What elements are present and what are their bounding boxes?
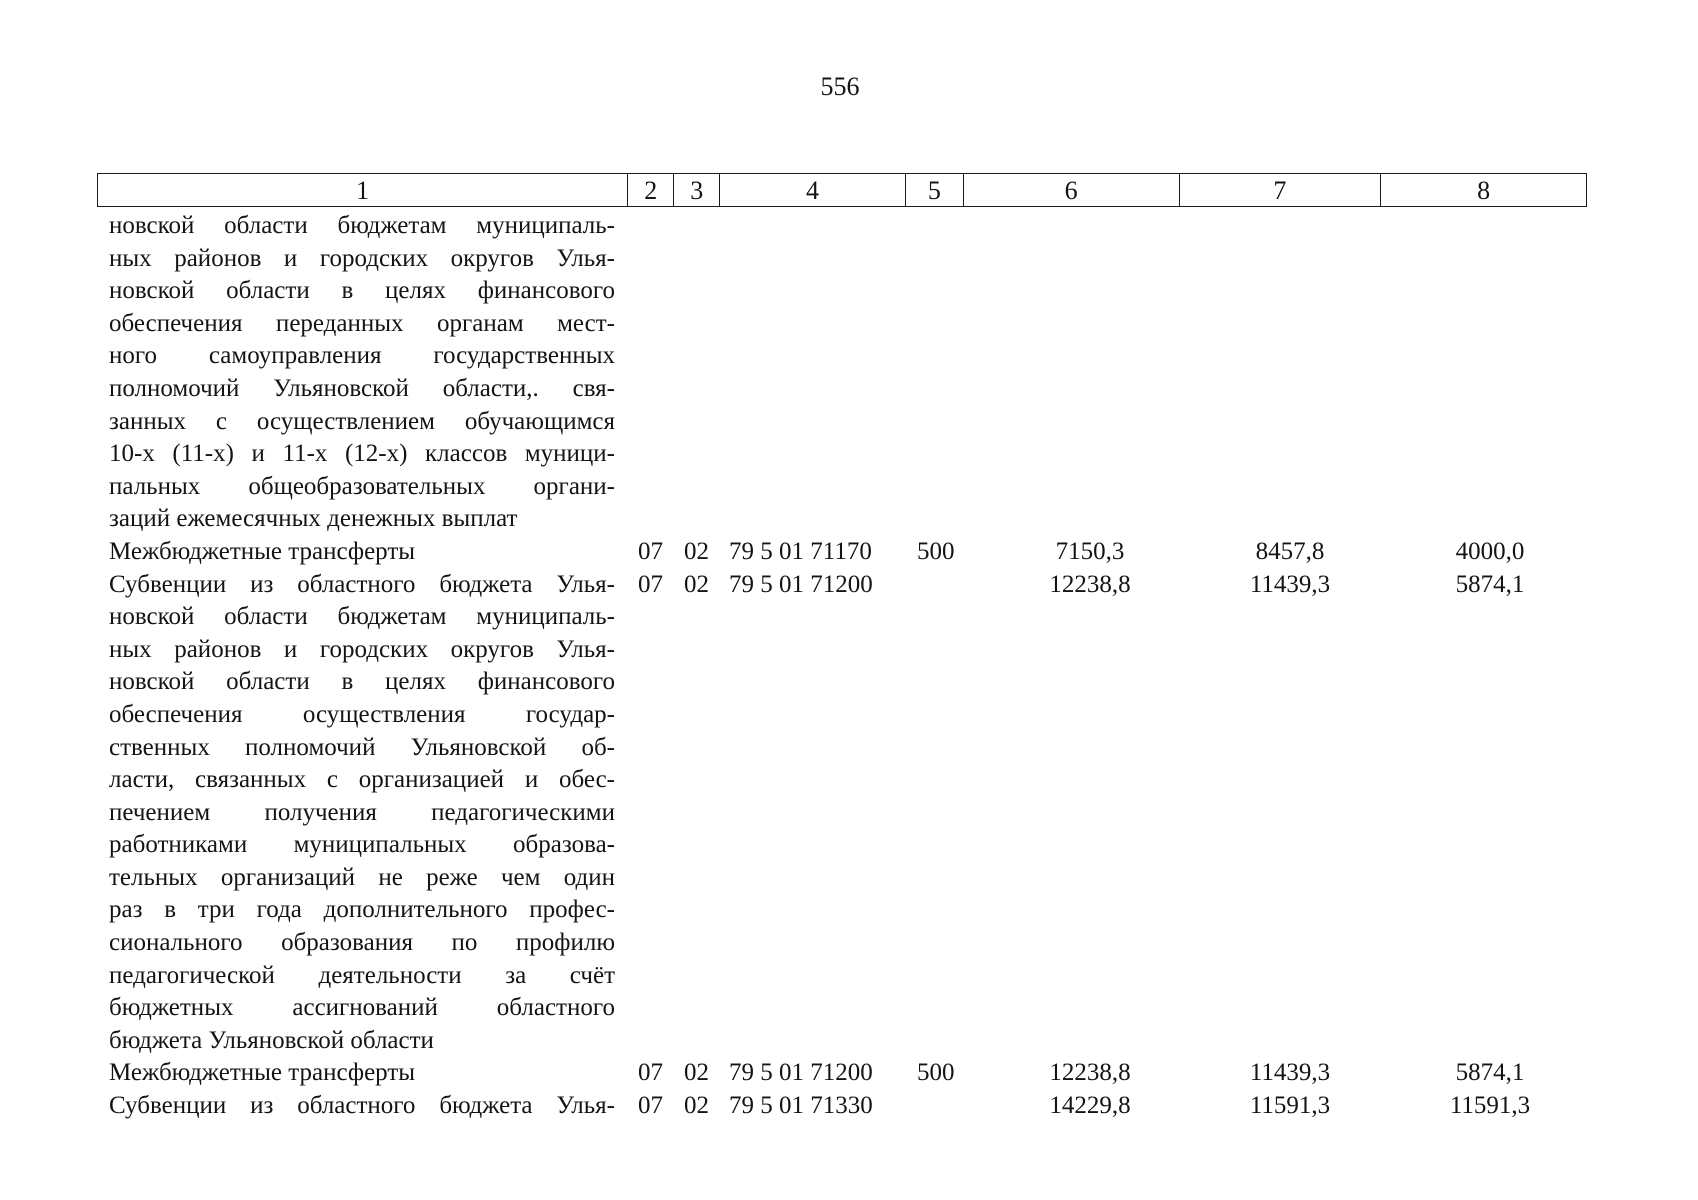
description-line: тельных организаций не реже чем один — [109, 863, 615, 891]
table-row — [0, 438, 1698, 471]
description-line: ственных полномочий Ульяновской об- — [109, 733, 615, 761]
table-row — [0, 471, 1698, 504]
cell-amount-year-1: 14229,8 — [1049, 1092, 1131, 1120]
table-row — [0, 666, 1698, 699]
description-line: ных районов и городских округов Улья- — [109, 635, 615, 663]
description-line: бюджета Ульяновской области — [109, 1026, 434, 1054]
column-header-7: 7 — [1180, 174, 1382, 206]
table-row-subvention — [0, 569, 1698, 602]
cell-subsection: 02 — [684, 570, 709, 598]
description-line: новской области бюджетам муниципаль- — [109, 212, 615, 239]
column-header-3: 3 — [674, 174, 720, 206]
table-row-intergovernmental-transfers — [0, 1057, 1698, 1090]
table-row — [0, 797, 1698, 830]
description-line: 10-х (11-х) и 11-х (12-х) классов муници- — [109, 440, 615, 468]
table-row-subvention — [0, 1090, 1698, 1123]
description-line: пальных общеобразовательных органи- — [109, 472, 615, 500]
table-row — [0, 243, 1698, 276]
description-line: бюджетных ассигнований областного — [109, 994, 615, 1022]
cell-subsection: 02 — [684, 1059, 709, 1087]
cell-amount-year-3: 11591,3 — [1449, 1092, 1531, 1120]
description-line: заций ежемесячных денежных выплат — [109, 505, 518, 533]
description-line: ного самоуправления государственных — [109, 342, 615, 370]
table-row — [0, 894, 1698, 927]
table-row — [0, 406, 1698, 439]
cell-subsection: 02 — [684, 537, 709, 565]
description-line: ных районов и городских округов Улья- — [109, 244, 615, 272]
table-row — [0, 340, 1698, 373]
table-row — [0, 927, 1698, 960]
table-row — [0, 210, 1698, 243]
description-line: ласти, связанных с организацией и обес- — [109, 766, 615, 794]
table-row — [0, 308, 1698, 341]
table-row — [0, 699, 1698, 732]
cell-amount-year-3: 4000,0 — [1455, 537, 1525, 565]
table-row — [0, 373, 1698, 406]
cell-section: 07 — [638, 570, 663, 598]
table-row — [0, 732, 1698, 765]
description-line: новской области в целях финансового — [109, 277, 615, 305]
cell-amount-year-1: 12238,8 — [1049, 570, 1131, 598]
row-label: Межбюджетные трансферты — [109, 1059, 416, 1087]
table-row — [0, 634, 1698, 667]
cell-amount-year-1: 12238,8 — [1049, 1059, 1131, 1087]
cell-subsection: 02 — [684, 1092, 709, 1120]
table-row — [0, 601, 1698, 634]
column-header-5: 5 — [906, 174, 964, 206]
row-label: Субвенции из областного бюджета Улья- — [109, 570, 615, 598]
cell-target-article: 79 5 01 71170 — [729, 537, 872, 565]
cell-target-article: 79 5 01 71330 — [729, 1092, 873, 1120]
cell-expense-type: 500 — [917, 537, 955, 565]
description-line: раз в три года дополнительного профес- — [109, 896, 615, 924]
table-body — [0, 210, 1698, 1123]
cell-amount-year-2: 11439,3 — [1249, 570, 1331, 598]
cell-target-article: 79 5 01 71200 — [729, 570, 873, 598]
cell-amount-year-2: 8457,8 — [1255, 537, 1325, 565]
column-header-row — [97, 173, 1587, 207]
description-line: печением получения педагогическими — [109, 798, 615, 826]
description-line: работниками муниципальных образова- — [109, 831, 615, 859]
column-header-6: 6 — [964, 174, 1180, 206]
description-line: сионального образования по профилю — [109, 929, 615, 957]
cell-section: 07 — [638, 1059, 663, 1087]
table-row — [0, 960, 1698, 993]
description-line: занных с осуществлением обучающимся — [109, 407, 615, 435]
column-header-2: 2 — [628, 174, 674, 206]
cell-section: 07 — [638, 1092, 663, 1120]
cell-amount-year-3: 5874,1 — [1455, 570, 1525, 598]
description-line: обеспечения осуществления государ- — [109, 700, 615, 728]
description-line: новской области бюджетам муниципаль- — [109, 603, 615, 631]
table-row-intergovernmental-transfers — [0, 536, 1698, 569]
cell-amount-year-3: 5874,1 — [1455, 1059, 1525, 1087]
table-row — [0, 1025, 1698, 1058]
description-line: обеспечения переданных органам мест- — [109, 309, 615, 337]
page-number: 556 — [820, 72, 860, 101]
cell-amount-year-2: 11439,3 — [1249, 1059, 1331, 1087]
description-line: педагогической деятельности за счёт — [109, 961, 615, 989]
table-row — [0, 764, 1698, 797]
column-header-4: 4 — [720, 174, 906, 206]
cell-amount-year-1: 7150,3 — [1055, 537, 1125, 565]
table-row — [0, 503, 1698, 536]
cell-target-article: 79 5 01 71200 — [729, 1059, 873, 1087]
table-row — [0, 862, 1698, 895]
cell-expense-type: 500 — [917, 1059, 955, 1087]
table-row — [0, 275, 1698, 308]
row-label: Межбюджетные трансферты — [109, 537, 416, 565]
description-line: новской области в целях финансового — [109, 668, 615, 696]
table-row — [0, 829, 1698, 862]
column-header-1: 1 — [98, 174, 628, 206]
cell-amount-year-2: 11591,3 — [1249, 1092, 1331, 1120]
row-label: Субвенции из областного бюджета Улья- — [109, 1092, 615, 1120]
table-row — [0, 992, 1698, 1025]
cell-section: 07 — [638, 537, 663, 565]
description-line: полномочий Ульяновской области,. свя- — [109, 374, 615, 402]
column-header-8: 8 — [1477, 176, 1491, 205]
